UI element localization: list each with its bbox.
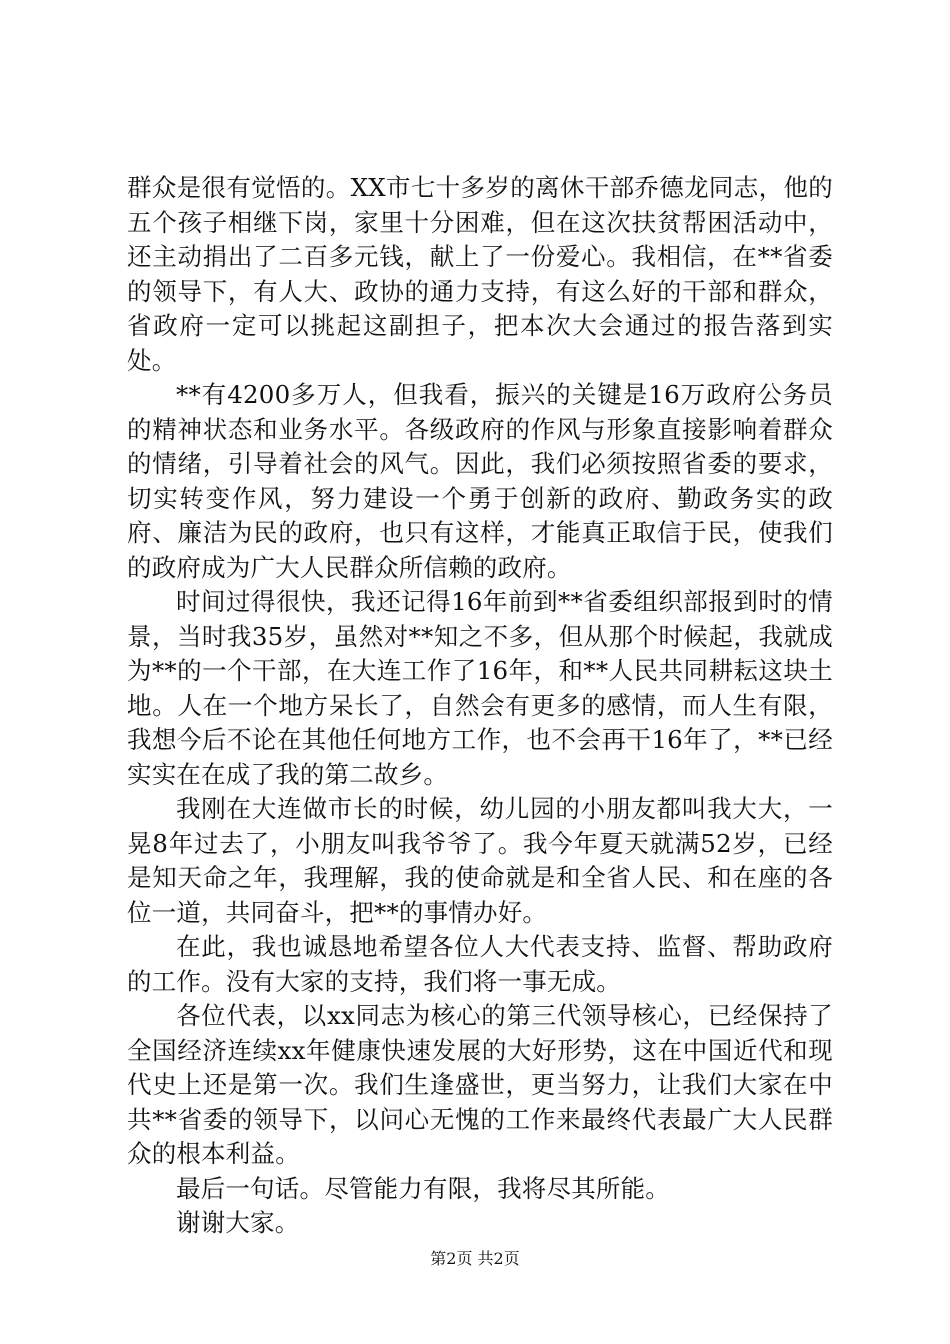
paragraph-7: 最后一句话。尽管能力有限，我将尽其所能。 (176, 1173, 670, 1203)
paragraph-1: 群众是很有觉悟的。XX市七十多岁的离休干部乔德龙同志，他的五个孩子相继下岗，家里十分困难，但在这次扶贫帮困活动中，还主动捐出了二百多元钱，献上了一份爱心。我相信，在**省委的领导下，有人大、政协的通力支持，有这么好的干部和群众，省政府一定可以挑起这副担子，把本次大会通过的报告落到实处。 (127, 173, 833, 375)
paragraph-5: 在此，我也诚恳地希望各位人大代表支持、监督、帮助政府的工作。没有大家的支持，我们将一事无成。 (127, 932, 833, 996)
paragraph-2: **有4200多万人，但我看，振兴的关键是16万政府公务员的精神状态和业务水平。各级政府的作风与形象直接影响着群众的情绪，引导着社会的风气。因此，我们必须按照省委的要求，切实转变作风，努力建设一个勇于创新的政府、勤政务实的政府、廉洁为民的政府，也只有这样，才能真正取信于民，使我们的政府成为广大人民群众所信赖的政府。 (127, 380, 833, 582)
page-number-footer: 第2页 共2页 (430, 1249, 520, 1268)
paragraph-6: 各位代表，以xx同志为核心的第三代领导核心，已经保持了全国经济连续xx年健康快速发展的大好形势，这在中国近代和现代史上还是第一次。我们生逢盛世，更当努力，让我们大家在中共**省委的领导下，以问心无愧的工作来最终代表最广大人民群众的根本利益。 (127, 1001, 833, 1168)
document-body (127, 171, 833, 1241)
paragraph-3: 时间过得很快，我还记得16年前到**省委组织部报到时的情景，当时我35岁，虽然对**知之不多，但从那个时候起，我就成为**的一个干部，在大连工作了16年，和**人民共同耕耘这块土地。人在一个地方呆长了，自然会有更多的感情，而人生有限，我想今后不论在其他任何地方工作，也不会再干16年了，**已经实实在在成了我的第二故乡。 (127, 587, 833, 789)
paragraph-8: 谢谢大家。 (176, 1208, 300, 1237)
paragraph-4: 我刚在大连做市长的时候，幼儿园的小朋友都叫我大大，一晃8年过去了，小朋友叫我爷爷了。我今年夏天就满52岁，已经是知天命之年，我理解，我的使命就是和全省人民、和在座的各位一道，共同奋斗，把**的事情办好。 (127, 794, 833, 927)
